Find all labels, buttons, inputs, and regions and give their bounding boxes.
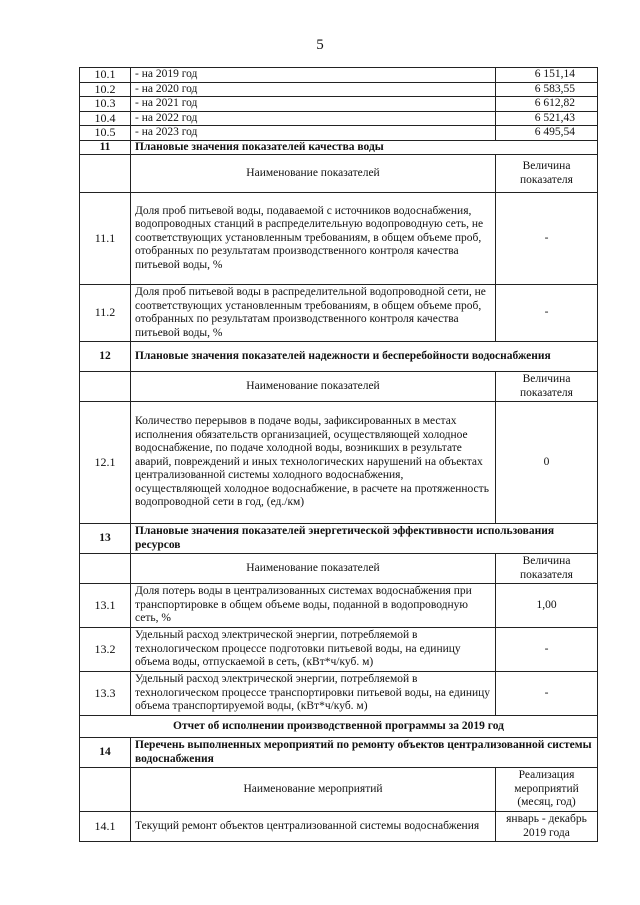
column-header-value: Реализация мероприятий (месяц, год) (496, 768, 598, 812)
column-header-value: Величина показателя (496, 372, 598, 402)
row-number: 10.5 (80, 126, 131, 141)
table-row (80, 812, 598, 842)
row-label: - на 2022 год (131, 111, 496, 126)
row-number: 10.1 (80, 68, 131, 83)
empty-cell (80, 768, 131, 812)
table-row (80, 68, 598, 83)
row-number: 10.3 (80, 97, 131, 112)
row-value: 1,00 (496, 584, 598, 628)
section-title: Плановые значения показателей энергетической эффективности использования ресурсов (131, 524, 598, 554)
row-text: Удельный расход электрической энергии, потребляемой в технологическом процессе транспортировки питьевой воды, на единицу объема транспортируемой воды, (кВт*ч/куб. м) (131, 672, 496, 716)
row-label: - на 2020 год (131, 82, 496, 97)
row-value: - (496, 628, 598, 672)
row-number: 13.3 (80, 672, 131, 716)
row-text: Удельный расход электрической энергии, потребляемой в технологическом процессе подготовки питьевой воды, на единицу объема воды, отпускаемой в сеть, (кВт*ч/куб. м) (131, 628, 496, 672)
empty-cell (80, 554, 131, 584)
row-number: 13.2 (80, 628, 131, 672)
row-number: 10.4 (80, 111, 131, 126)
row-value: 6 151,14 (496, 68, 598, 83)
table-row (80, 97, 598, 112)
section-header-row (80, 342, 598, 372)
section-number: 13 (80, 524, 131, 554)
table-row (80, 402, 598, 524)
row-value: 6 583,55 (496, 82, 598, 97)
table-row (80, 82, 598, 97)
section-number: 11 (80, 140, 131, 155)
section-header-row (80, 738, 598, 768)
table-row (80, 672, 598, 716)
column-header-row (80, 768, 598, 812)
column-header-name: Наименование показателей (131, 372, 496, 402)
table-row (80, 628, 598, 672)
report-title-row (80, 716, 598, 738)
table-row (80, 126, 598, 141)
section-number: 14 (80, 738, 131, 768)
column-header-name: Наименование мероприятий (131, 768, 496, 812)
row-text: Количество перерывов в подаче воды, зафиксированных в местах исполнения обязательств организацией, осуществляющей холодное водоснабжение, по подаче холодной воды, возникших в результате аварий, повреждений и иных технологических нарушений на объектах централизованной системы холодного водоснабжения, осуществляющей холодное водоснабжение, в расчете на протяженность водопроводной сети в год, (ед./км) (131, 402, 496, 524)
section-header-row (80, 524, 598, 554)
row-value: - (496, 285, 598, 342)
row-label: - на 2019 год (131, 68, 496, 83)
table-row (80, 193, 598, 285)
row-number: 13.1 (80, 584, 131, 628)
table-row (80, 584, 598, 628)
section-title: Плановые значения показателей надежности и бесперебойности водоснабжения (131, 342, 598, 372)
row-text: Доля проб питьевой воды, подаваемой с источников водоснабжения, водопроводных станций в распределительную водопроводную сеть, не соответствующих установленным требованиям, в общем объеме проб, отобранных по результатам производственного контроля качества питьевой воды, % (131, 193, 496, 285)
program-table (79, 67, 598, 842)
row-value: - (496, 193, 598, 285)
section-header-row (80, 140, 598, 155)
row-label: - на 2023 год (131, 126, 496, 141)
row-text: Текущий ремонт объектов централизованной системы водоснабжения (131, 812, 496, 842)
column-header-row (80, 155, 598, 193)
column-header-row (80, 554, 598, 584)
row-text: Доля потерь воды в централизованных системах водоснабжения при транспортировке в общем объеме воды, поданной в водопроводную сеть, % (131, 584, 496, 628)
empty-cell (80, 372, 131, 402)
row-number: 10.2 (80, 82, 131, 97)
column-header-row (80, 372, 598, 402)
row-label: - на 2021 год (131, 97, 496, 112)
row-value: - (496, 672, 598, 716)
section-number: 12 (80, 342, 131, 372)
row-value: январь - декабрь 2019 года (496, 812, 598, 842)
row-value: 6 612,82 (496, 97, 598, 112)
row-number: 11.1 (80, 193, 131, 285)
section-title: Плановые значения показателей качества воды (131, 140, 598, 155)
column-header-name: Наименование показателей (131, 155, 496, 193)
report-title: Отчет об исполнении производственной программы за 2019 год (80, 716, 598, 738)
column-header-value: Величина показателя (496, 554, 598, 584)
page-number: 5 (316, 37, 324, 53)
table-row (80, 111, 598, 126)
empty-cell (80, 155, 131, 193)
row-value: 6 521,43 (496, 111, 598, 126)
section-title: Перечень выполненных мероприятий по ремонту объектов централизованной системы водоснабжения (131, 738, 598, 768)
row-number: 11.2 (80, 285, 131, 342)
table-row (80, 285, 598, 342)
row-value: 0 (496, 402, 598, 524)
row-number: 14.1 (80, 812, 131, 842)
row-number: 12.1 (80, 402, 131, 524)
row-text: Доля проб питьевой воды в распределительной водопроводной сети, не соответствующих установленным требованиям, в общем объеме проб, отобранных по результатам производственного контроля качества питьевой воды, % (131, 285, 496, 342)
column-header-name: Наименование показателей (131, 554, 496, 584)
row-value: 6 495,54 (496, 126, 598, 141)
column-header-value: Величина показателя (496, 155, 598, 193)
